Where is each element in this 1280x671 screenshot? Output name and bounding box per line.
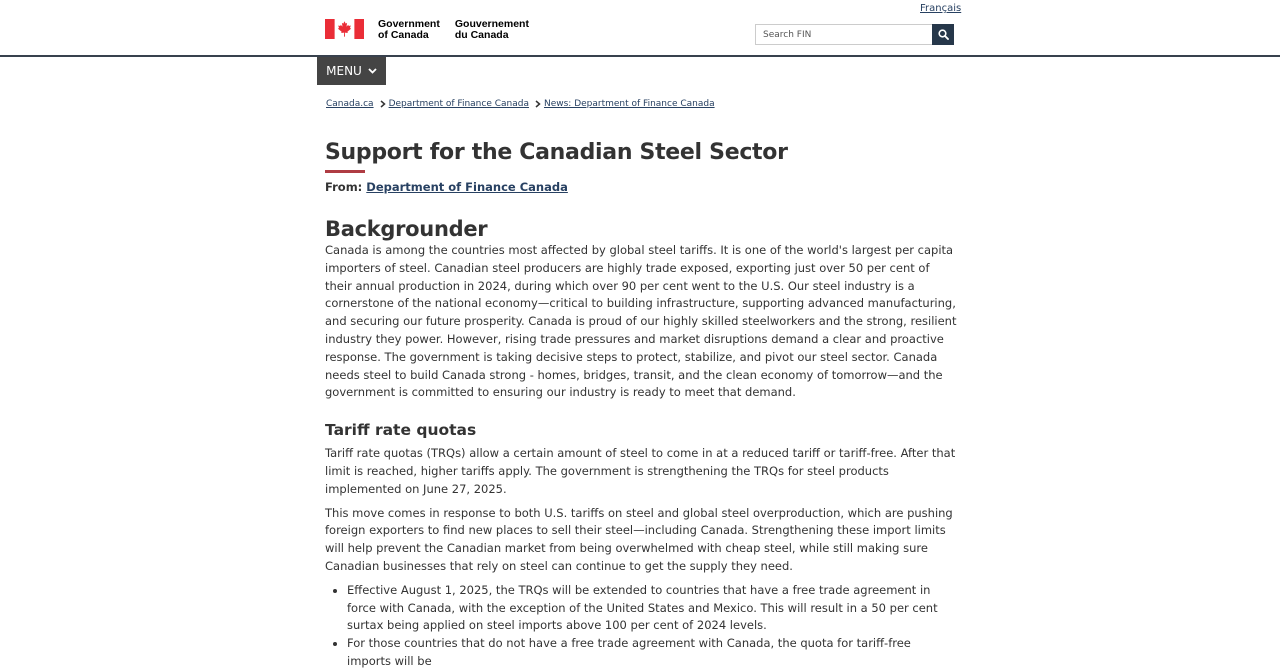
section-heading: Backgrounder — [325, 217, 488, 241]
trq-paragraph-1: Tariff rate quotas (TRQs) allow a certain amount of steel to come in at a reduced tariff or tariff-free. After that limit is reached, higher tariffs apply. The government is strengthening the TRQs for steel products implemented on June 27, 2025. — [325, 446, 956, 496]
breadcrumb-department-of-finance[interactable]: Department of Finance Canada — [388, 99, 529, 109]
menu-label: MENU — [326, 64, 362, 78]
language-toggle-link[interactable]: Français — [920, 3, 962, 14]
from-line — [325, 180, 957, 194]
trq-paragraph-2: This move comes in response to both U.S. tariffs on steel and global steel overproduction, which are pushing foreign exporters to find new places to sell their steel—including Canada. Strengthening these import limits will help prevent the Canadian market from being overwhelmed with cheap steel, while still making sure Canadian businesses that rely on steel can continue to get the supply they need. — [325, 505, 953, 573]
breadcrumb-canada-ca[interactable]: Canada.ca — [326, 99, 374, 109]
from-department-link[interactable]: Department of Finance Canada — [366, 180, 568, 194]
main-content — [325, 138, 957, 671]
title-underline — [325, 170, 365, 173]
chevron-right-icon — [535, 100, 541, 108]
site-header — [0, 0, 1280, 57]
search-form — [755, 24, 954, 45]
search-input[interactable] — [755, 24, 932, 45]
trq-bullet-list — [325, 582, 957, 671]
subheading-tariff-rate-quotas: Tariff rate quotas — [325, 421, 477, 440]
search-button[interactable] — [932, 24, 954, 45]
search-icon — [938, 29, 949, 40]
breadcrumb — [326, 99, 715, 109]
wordmark-english: Government of Canada — [378, 18, 440, 41]
intro-paragraph: Canada is among the countries most affected by global steel tariffs. It is one of the world's largest per capita importers of steel. Canadian steel producers are highly trade exposed, exporting just over 50 per cent of their annual production in 2024, during which over 90 per cent went to the U.S. Our steel industry is a cornerstone of the national economy—critical to building infrastructure, supporting advanced manufacturing, and securing our future prosperity. Canada is proud of our highly skilled steelworkers and the strong, resilient industry they power. However, rising trade pressures and market disruptions demand a clear and proactive response. The government is taking decisive steps to protect, stabilize, and pivot our steel sector. Canada needs steel to build Canada strong - homes, bridges, transit, and the clean economy of tomorrow—and the government is committed to ensuring our industry is ready to meet that demand. — [325, 243, 957, 400]
government-of-canada-wordmark[interactable] — [325, 19, 529, 41]
menu-button[interactable] — [317, 57, 386, 85]
from-label: From: — [325, 180, 363, 194]
page-title: Support for the Canadian Steel Sector — [325, 140, 788, 165]
chevron-right-icon — [380, 100, 386, 108]
canada-flag-icon — [325, 19, 364, 39]
breadcrumb-news[interactable]: News: Department of Finance Canada — [543, 99, 715, 109]
chevron-down-icon — [368, 68, 377, 74]
list-item: • For those countries that do not have a free trade agreement with Canada, the quota for tariff-free imports will be — [347, 635, 957, 671]
list-item: • Effective August 1, 2025, the TRQs will be extended to countries that have a free trade agreement in force with Canada, with the exception of the United States and Mexico. This will result in a 50 per cent surtax being applied on steel imports above 100 per cent of 2024 levels. — [347, 582, 957, 635]
wordmark-french: Gouvernement du Canada — [454, 18, 529, 41]
